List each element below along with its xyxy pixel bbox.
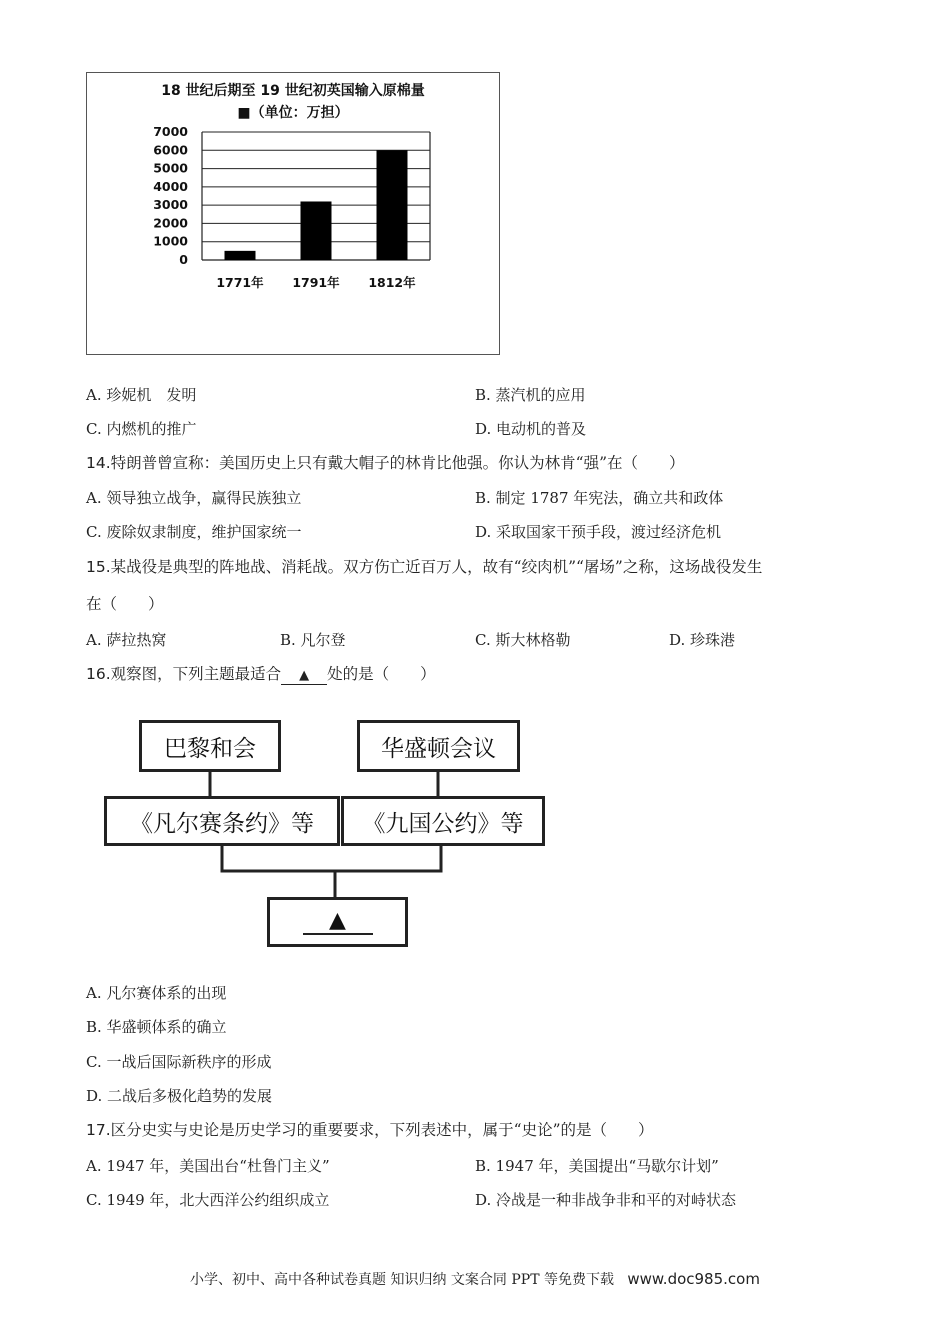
q14-number: 14. — [86, 454, 111, 472]
q17-option-c[interactable]: C. 1949 年，北大西洋公约组织成立 — [86, 1191, 330, 1209]
y-tick-label: 2000 — [153, 215, 188, 231]
box-washington-conference: 华盛顿会议 — [357, 720, 520, 772]
q16-option-b[interactable]: B. 华盛顿体系的确立 — [86, 1018, 227, 1036]
q16-option-a[interactable]: A. 凡尔赛体系的出现 — [86, 984, 227, 1002]
q14-option-c[interactable]: C. 废除奴隶制度，维护国家统一 — [86, 523, 302, 541]
q15-option-d[interactable]: D. 珍珠港 — [669, 631, 736, 649]
q14-option-a[interactable]: A. 领导独立战争，赢得民族独立 — [86, 489, 302, 507]
x-tick-label: 1812年 — [368, 275, 416, 290]
q16-option-d[interactable]: D. 二战后多极化趋势的发展 — [86, 1087, 273, 1105]
y-tick-label: 0 — [179, 252, 188, 267]
q16-option-c[interactable]: C. 一战后国际新秩序的形成 — [86, 1053, 272, 1071]
box-versailles-treaty: 《凡尔赛条约》等 — [104, 796, 340, 846]
footer-link[interactable]: www.doc985.com — [627, 1270, 760, 1288]
y-tick-label: 1000 — [153, 233, 188, 249]
q15-stem-line2: 在（ ） — [86, 595, 164, 613]
q17-stem — [86, 1120, 654, 1140]
box-nine-power-treaty: 《九国公约》等 — [341, 796, 545, 846]
q17-number: 17. — [86, 1121, 111, 1139]
q15-text: 某战役是典型的阵地战、消耗战。双方伤亡近百万人，故有“绞肉机”“屠场”之称，这场战役发生 — [110, 558, 763, 576]
q17-option-a[interactable]: A. 1947 年，美国出台“杜鲁门主义” — [86, 1157, 330, 1175]
page-footer — [0, 1269, 950, 1289]
q13-option-b[interactable]: B. 蒸汽机的应用 — [475, 386, 586, 404]
x-tick-label: 1791年 — [292, 275, 340, 290]
q16-text-before: 观察图，下列主题最适合 — [110, 665, 282, 683]
q15-option-a[interactable]: A. 萨拉热窝 — [86, 631, 167, 649]
q16-text-after: 处的是（ ） — [327, 665, 436, 683]
y-tick-label: 5000 — [153, 160, 188, 176]
q17-option-b[interactable]: B. 1947 年，美国提出“马歇尔计划” — [475, 1157, 719, 1175]
x-tick-label: 1771年 — [216, 275, 264, 290]
q14-option-d[interactable]: D. 采取国家干预手段，渡过经济危机 — [475, 523, 722, 541]
box-result-blank — [267, 897, 408, 947]
q15-option-b[interactable]: B. 凡尔登 — [280, 631, 346, 649]
y-tick-label: 4000 — [153, 178, 188, 194]
legend-label: （单位：万担） — [250, 105, 349, 121]
q16-number: 16. — [86, 665, 111, 683]
q16-blank: ▲ — [281, 668, 327, 685]
q14-option-b[interactable]: B. 制定 1787 年宪法，确立共和政体 — [475, 489, 724, 507]
q17-option-d[interactable]: D. 冷战是一种非战争非和平的对峙状态 — [475, 1191, 737, 1209]
footer-text: 小学、初中、高中各种试卷真题 知识归纳 文案合同 PPT 等免费下载 — [190, 1272, 615, 1288]
q13-option-a[interactable]: A. 珍妮机 发明 — [86, 386, 197, 404]
q13-option-c[interactable]: C. 内燃机的推广 — [86, 420, 197, 438]
legend-marker-icon: ■ — [237, 105, 251, 121]
y-tick-label: 6000 — [153, 142, 188, 158]
q14-text: 特朗普曾宣称：美国历史上只有戴大帽子的林肯比他强。你认为林肯“强”在（ ） — [110, 454, 685, 472]
q15-option-c[interactable]: C. 斯大林格勒 — [475, 631, 571, 649]
y-tick-label: 3000 — [153, 197, 188, 213]
q13-option-d[interactable]: D. 电动机的普及 — [475, 420, 587, 438]
chart-title: 18 世纪后期至 19 世纪初英国输入原棉量 — [161, 83, 425, 99]
triangle-icon: ▲ — [303, 909, 373, 935]
y-tick-label: 7000 — [153, 124, 188, 139]
q15-number: 15. — [86, 558, 111, 576]
q17-text: 区分史实与史论是历史学习的重要要求，下列表述中，属于“史论”的是（ ） — [110, 1121, 654, 1139]
box-paris-peace-conference: 巴黎和会 — [139, 720, 281, 772]
